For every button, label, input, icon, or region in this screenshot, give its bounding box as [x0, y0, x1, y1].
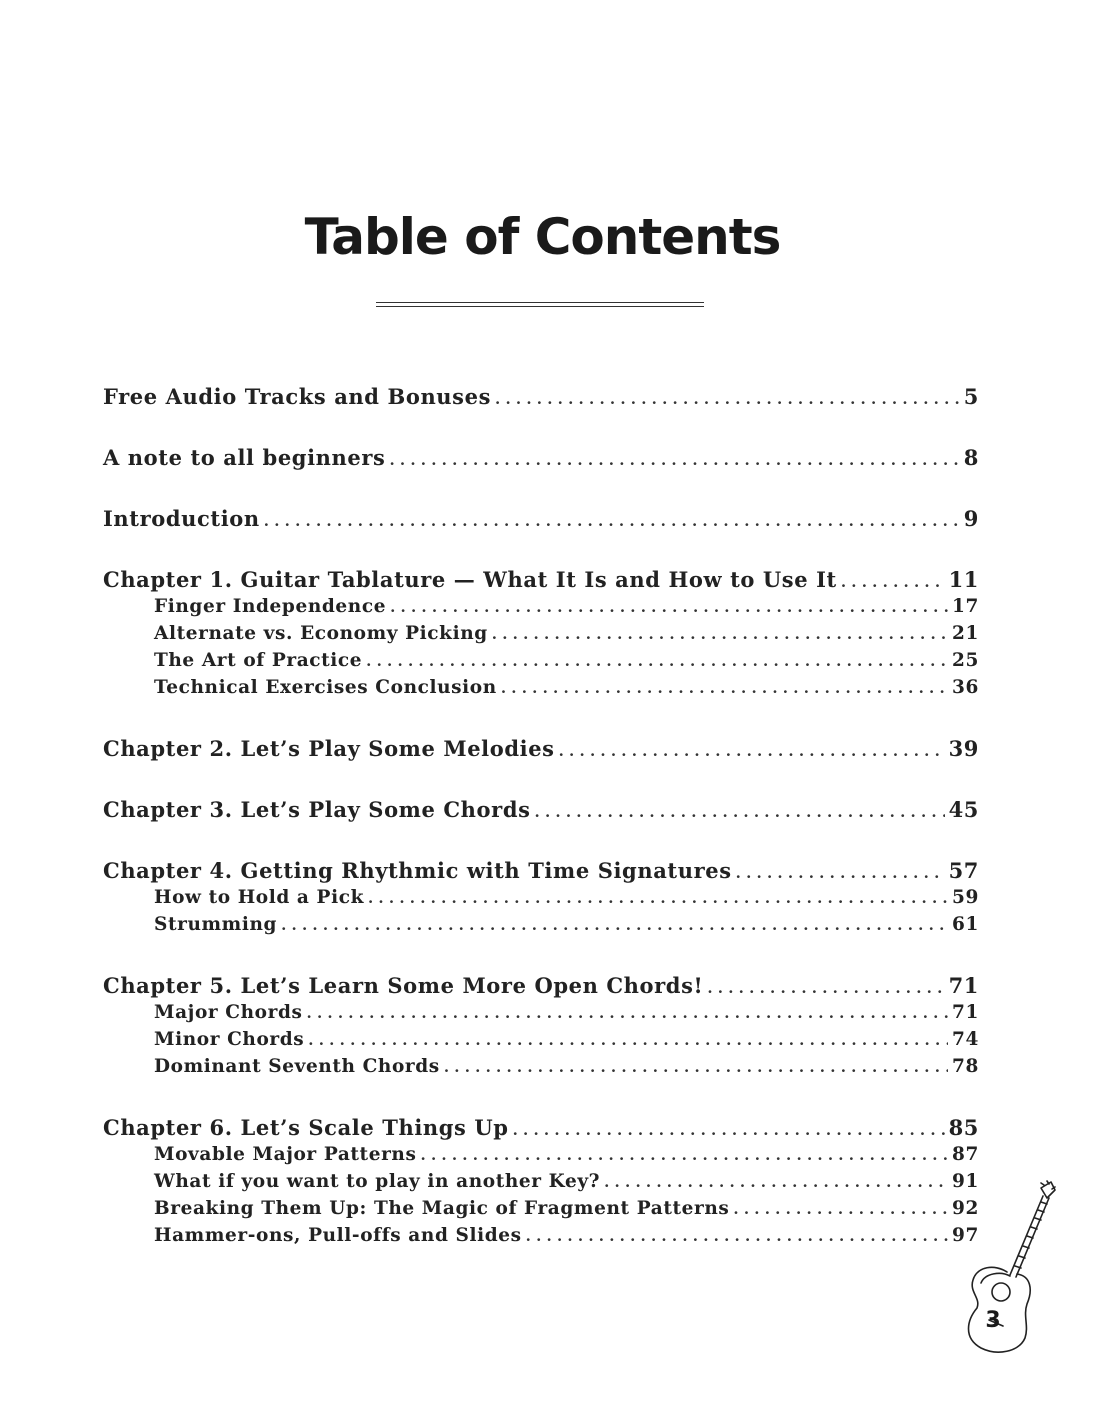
dot-leader — [733, 1196, 948, 1223]
toc-entry-label: Introduction — [103, 506, 260, 531]
toc-entry-label: Dominant Seventh Chords — [154, 1056, 440, 1077]
dot-leader — [366, 648, 948, 675]
toc-subentry[interactable] — [103, 1222, 979, 1249]
toc-section — [103, 383, 979, 410]
toc-page-number: 71 — [948, 973, 979, 998]
acoustic-guitar-icon — [955, 1180, 1065, 1360]
toc-entry-label: How to Hold a Pick — [154, 887, 364, 908]
toc-subentry[interactable] — [103, 674, 979, 701]
dot-leader — [736, 860, 945, 887]
dot-leader — [707, 975, 944, 1002]
toc-entry-label: Chapter 2. Let’s Play Some Melodies — [103, 736, 555, 761]
dot-leader — [444, 1054, 948, 1081]
dot-leader — [368, 885, 948, 912]
dot-leader — [389, 447, 959, 474]
toc-page-number: 11 — [948, 567, 979, 592]
toc-entry-label: Breaking Them Up: The Magic of Fragment Patterns — [154, 1198, 730, 1219]
toc-entry-label: Strumming — [154, 914, 278, 935]
toc-subentry[interactable] — [103, 1195, 979, 1222]
toc-section — [103, 1114, 979, 1249]
toc-entry[interactable] — [103, 444, 979, 471]
dot-leader — [559, 738, 945, 765]
dot-leader — [501, 675, 948, 702]
toc-page-number: 25 — [952, 650, 979, 671]
dot-leader — [308, 1027, 948, 1054]
toc-entry[interactable] — [103, 857, 979, 884]
dot-leader — [513, 1117, 945, 1144]
dot-leader — [495, 386, 960, 413]
title-double-rule — [376, 302, 704, 307]
toc-entry-label: Movable Major Patterns — [154, 1144, 417, 1165]
dot-leader — [307, 1000, 949, 1027]
toc-entry[interactable] — [103, 735, 979, 762]
toc-page-number: 17 — [952, 596, 979, 617]
toc-page-number: 74 — [952, 1029, 979, 1050]
toc-page-number: 5 — [963, 384, 979, 409]
toc-page-number: 61 — [952, 914, 979, 935]
toc-section — [103, 972, 979, 1080]
toc-subentry[interactable] — [103, 1168, 979, 1195]
toc-entry-label: What if you want to play in another Key? — [154, 1171, 601, 1192]
toc-page-number: 36 — [952, 677, 979, 698]
toc-entry[interactable] — [103, 796, 979, 823]
dot-leader — [421, 1142, 949, 1169]
toc-entry[interactable] — [103, 972, 979, 999]
dot-leader — [526, 1223, 948, 1250]
toc-section — [103, 444, 979, 471]
toc-subentry[interactable] — [103, 999, 979, 1026]
toc-subentry[interactable] — [103, 593, 979, 620]
toc-page-number: 92 — [952, 1198, 979, 1219]
toc-page-number: 59 — [952, 887, 979, 908]
toc-entry-label: Hammer-ons, Pull-offs and Slides — [154, 1225, 522, 1246]
toc-page-number: 87 — [952, 1144, 979, 1165]
toc-entry-label: The Art of Practice — [154, 650, 363, 671]
toc-entry[interactable] — [103, 383, 979, 410]
toc-section — [103, 505, 979, 532]
toc-subentry[interactable] — [103, 620, 979, 647]
toc-entry-label: Chapter 4. Getting Rhythmic with Time Signatures — [103, 858, 732, 883]
dot-leader — [492, 621, 948, 648]
toc-section — [103, 796, 979, 823]
toc-subentry[interactable] — [103, 647, 979, 674]
toc-entry-label: Chapter 5. Let’s Learn Some More Open Chords! — [103, 973, 704, 998]
toc-entry-label: Free Audio Tracks and Bonuses — [103, 384, 491, 409]
toc-entry[interactable] — [103, 566, 979, 593]
dot-leader — [604, 1169, 948, 1196]
toc-subentry[interactable] — [103, 1141, 979, 1168]
toc-section — [103, 735, 979, 762]
toc-entry-label: Chapter 3. Let’s Play Some Chords — [103, 797, 531, 822]
toc-section — [103, 857, 979, 938]
toc-page-number: 45 — [948, 797, 979, 822]
toc-page-number: 9 — [963, 506, 979, 531]
toc-entry-label: Major Chords — [154, 1002, 303, 1023]
toc-entry[interactable] — [103, 505, 979, 532]
table-of-contents — [103, 383, 979, 1283]
toc-page-number: 91 — [952, 1171, 979, 1192]
toc-entry-label: Minor Chords — [154, 1029, 305, 1050]
toc-entry[interactable] — [103, 1114, 979, 1141]
toc-page-number: 21 — [952, 623, 979, 644]
toc-entry-label: A note to all beginners — [103, 445, 386, 470]
toc-entry-label: Chapter 1. Guitar Tablature — What It Is and How to Use It — [103, 567, 837, 592]
toc-page-number: 39 — [948, 736, 979, 761]
dot-leader — [390, 594, 948, 621]
dot-leader — [535, 799, 945, 826]
toc-section — [103, 566, 979, 701]
toc-page-number: 57 — [948, 858, 979, 883]
toc-subentry[interactable] — [103, 1053, 979, 1080]
toc-entry-label: Chapter 6. Let’s Scale Things Up — [103, 1115, 509, 1140]
dot-leader — [281, 912, 948, 939]
dot-leader — [264, 508, 960, 535]
toc-page-number: 97 — [952, 1225, 979, 1246]
toc-page-number: 71 — [952, 1002, 979, 1023]
toc-entry-label: Alternate vs. Economy Picking — [154, 623, 488, 644]
page-title: Table of Contents — [304, 208, 781, 266]
toc-entry-label: Technical Exercises Conclusion — [154, 677, 497, 698]
toc-subentry[interactable] — [103, 911, 979, 938]
toc-page-number: 85 — [948, 1115, 979, 1140]
dot-leader — [841, 569, 945, 596]
toc-page-number: 78 — [952, 1056, 979, 1077]
page-number: 3 — [985, 1308, 1001, 1333]
toc-entry-label: Finger Independence — [154, 596, 387, 617]
toc-subentry[interactable] — [103, 1026, 979, 1053]
toc-subentry[interactable] — [103, 884, 979, 911]
toc-page-number: 8 — [963, 445, 979, 470]
